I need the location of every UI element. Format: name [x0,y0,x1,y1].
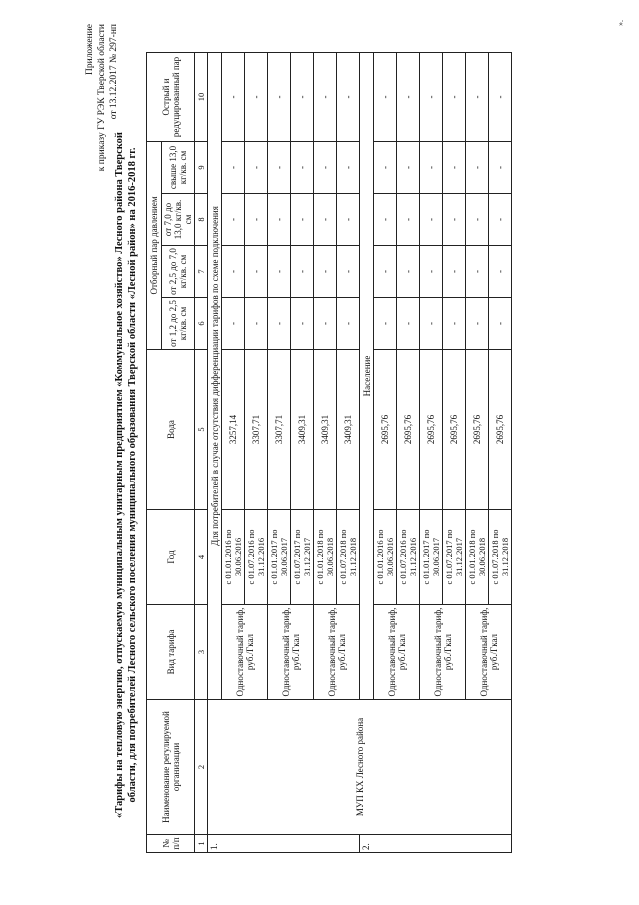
empty-tariff-dash: - [268,141,291,193]
header-org: Наименование регулируемой организации [147,700,195,835]
empty-tariff-dash: - [314,52,337,141]
tariff-table [146,52,512,853]
empty-tariff-dash: - [337,298,360,350]
tariff-period: с 01.07.2016 по 31.12.2016 [397,510,420,605]
empty-tariff-dash: - [291,141,314,193]
appendix-line: к приказу ГУ РЭК Тверской области [97,24,107,172]
empty-tariff-dash: - [374,141,397,193]
water-tariff-value: 2695,76 [374,350,397,510]
tariff-period: с 01.01.2017 по 30.06.2017 [420,510,443,605]
col-number: 8 [195,194,208,246]
water-tariff-value: 2695,76 [489,350,512,510]
header-year: Год [147,510,195,605]
empty-tariff-dash: - [337,246,360,298]
empty-tariff-dash: - [443,298,466,350]
water-tariff-value: 3409,31 [314,350,337,510]
tariff-type: Одноставочный тариф, руб./Гкал [268,605,314,700]
water-tariff-value: 2695,76 [420,350,443,510]
organization-name: МУП КХ Лесного района [208,700,512,835]
empty-tariff-dash: - [245,194,268,246]
water-tariff-value: 2695,76 [466,350,489,510]
empty-tariff-dash: - [420,246,443,298]
empty-tariff-dash: - [397,141,420,193]
section-title: Для потребителей в случае отсутствия дифференциации тарифов по схеме подключения [208,52,222,699]
tariff-type: Одноставочный тариф, руб./Гкал [222,605,268,700]
empty-tariff-dash: - [443,52,466,141]
empty-tariff-dash: - [245,298,268,350]
empty-tariff-dash: - [443,141,466,193]
empty-tariff-dash: - [314,194,337,246]
empty-tariff-dash: - [489,298,512,350]
empty-tariff-dash: - [489,52,512,141]
appendix-line: Приложение [85,24,95,75]
tariff-period: с 01.07.2017 по 31.12.2017 [443,510,466,605]
empty-tariff-dash: - [337,194,360,246]
empty-tariff-dash: - [268,52,291,141]
document-title [113,115,139,835]
empty-tariff-dash: - [314,298,337,350]
water-tariff-value: 3307,71 [268,350,291,510]
empty-tariff-dash: - [291,298,314,350]
col-number: 2 [195,700,208,835]
title-line: области, для потребителей Лесного сельского поселения муниципального образования Тверской области «Лесной район» на 2016-2018 гг. [127,147,138,803]
section-number: 1. [208,835,360,853]
header-steam-col: свыше 13,0 кг/кв. см [162,141,195,193]
empty-tariff-dash: - [245,52,268,141]
section-title-row [208,52,222,852]
empty-tariff-dash: - [397,298,420,350]
empty-tariff-dash: - [291,194,314,246]
page-mark: ». [616,20,625,26]
empty-tariff-dash: - [466,298,489,350]
empty-tariff-dash: - [420,141,443,193]
empty-tariff-dash: - [443,246,466,298]
tariff-period: с 01.07.2018 по 31.12.2018 [337,510,360,605]
tariff-type: Одноставочный тариф, руб./Гкал [420,605,466,700]
tariff-period: с 01.07.2017 по 31.12.2017 [291,510,314,605]
tariff-period: с 01.01.2016 по 30.06.2016 [222,510,245,605]
header-type: Вид тарифа [147,605,195,700]
empty-tariff-dash: - [466,194,489,246]
empty-tariff-dash: - [291,52,314,141]
tariff-type: Одноставочный тариф, руб./Гкал [314,605,360,700]
empty-tariff-dash: - [291,246,314,298]
empty-tariff-dash: - [268,298,291,350]
tariff-period: с 01.01.2016 по 30.06.2016 [374,510,397,605]
section-title: Население [360,52,374,699]
empty-tariff-dash: - [443,194,466,246]
tariff-period: с 01.01.2018 по 30.06.2018 [314,510,337,605]
empty-tariff-dash: - [245,141,268,193]
section-number: 2. [360,835,512,853]
empty-tariff-dash: - [268,246,291,298]
tariff-period: с 01.07.2018 по 31.12.2018 [489,510,512,605]
water-tariff-value: 3409,31 [337,350,360,510]
empty-tariff-dash: - [374,194,397,246]
empty-tariff-dash: - [420,194,443,246]
header-water: Вода [147,350,195,510]
title-line: «Тарифы на тепловую энергию, отпускаемую муниципальным унитарным предприятием «Коммунальное хозяйство» Лесного района Тверской [114,132,125,818]
empty-tariff-dash: - [489,141,512,193]
header-steam: Отборный пар давлением [147,141,162,349]
empty-tariff-dash: - [466,141,489,193]
empty-tariff-dash: - [337,52,360,141]
empty-tariff-dash: - [222,246,245,298]
empty-tariff-dash: - [420,298,443,350]
header-steam-col: от 7,0 до 13,0 кг/кв. см [162,194,195,246]
col-number: 10 [195,52,208,141]
header-sharp: Острый и редуцированный пар [147,52,195,141]
tariff-type: Одноставочный тариф, руб./Гкал [374,605,420,700]
tariff-period: с 01.07.2016 по 31.12.2016 [245,510,268,605]
col-number: 7 [195,246,208,298]
empty-tariff-dash: - [489,246,512,298]
col-number: 6 [195,298,208,350]
empty-tariff-dash: - [337,141,360,193]
empty-tariff-dash: - [397,246,420,298]
empty-tariff-dash: - [222,141,245,193]
tariff-type: Одноставочный тариф, руб./Гкал [466,605,512,700]
empty-tariff-dash: - [222,52,245,141]
empty-tariff-dash: - [374,298,397,350]
col-number: 4 [195,510,208,605]
empty-tariff-dash: - [466,246,489,298]
empty-tariff-dash: - [466,52,489,141]
tariff-table-body [208,52,512,852]
header-steam-col: от 1,2 до 2,5 кг/кв. см [162,298,195,350]
empty-tariff-dash: - [420,52,443,141]
water-tariff-value: 2695,76 [397,350,420,510]
empty-tariff-dash: - [374,52,397,141]
water-tariff-value: 3257,14 [222,350,245,510]
col-number: 1 [195,835,208,853]
col-number: 5 [195,350,208,510]
empty-tariff-dash: - [397,52,420,141]
empty-tariff-dash: - [489,194,512,246]
header-no: № п/п [147,835,195,853]
water-tariff-value: 2695,76 [443,350,466,510]
empty-tariff-dash: - [268,194,291,246]
empty-tariff-dash: - [222,298,245,350]
empty-tariff-dash: - [397,194,420,246]
water-tariff-value: 3307,71 [245,350,268,510]
tariff-period: с 01.01.2018 по 30.06.2018 [466,510,489,605]
empty-tariff-dash: - [222,194,245,246]
header-steam-col: от 2,5 до 7,0 кг/кв. см [162,246,195,298]
col-number: 3 [195,605,208,700]
empty-tariff-dash: - [374,246,397,298]
tariff-period: с 01.01.2017 по 30.06.2017 [268,510,291,605]
water-tariff-value: 3409,31 [291,350,314,510]
appendix-line: от 13.12.2017 № 297-нп [109,24,119,120]
empty-tariff-dash: - [314,246,337,298]
empty-tariff-dash: - [314,141,337,193]
empty-tariff-dash: - [245,246,268,298]
col-number: 9 [195,141,208,193]
